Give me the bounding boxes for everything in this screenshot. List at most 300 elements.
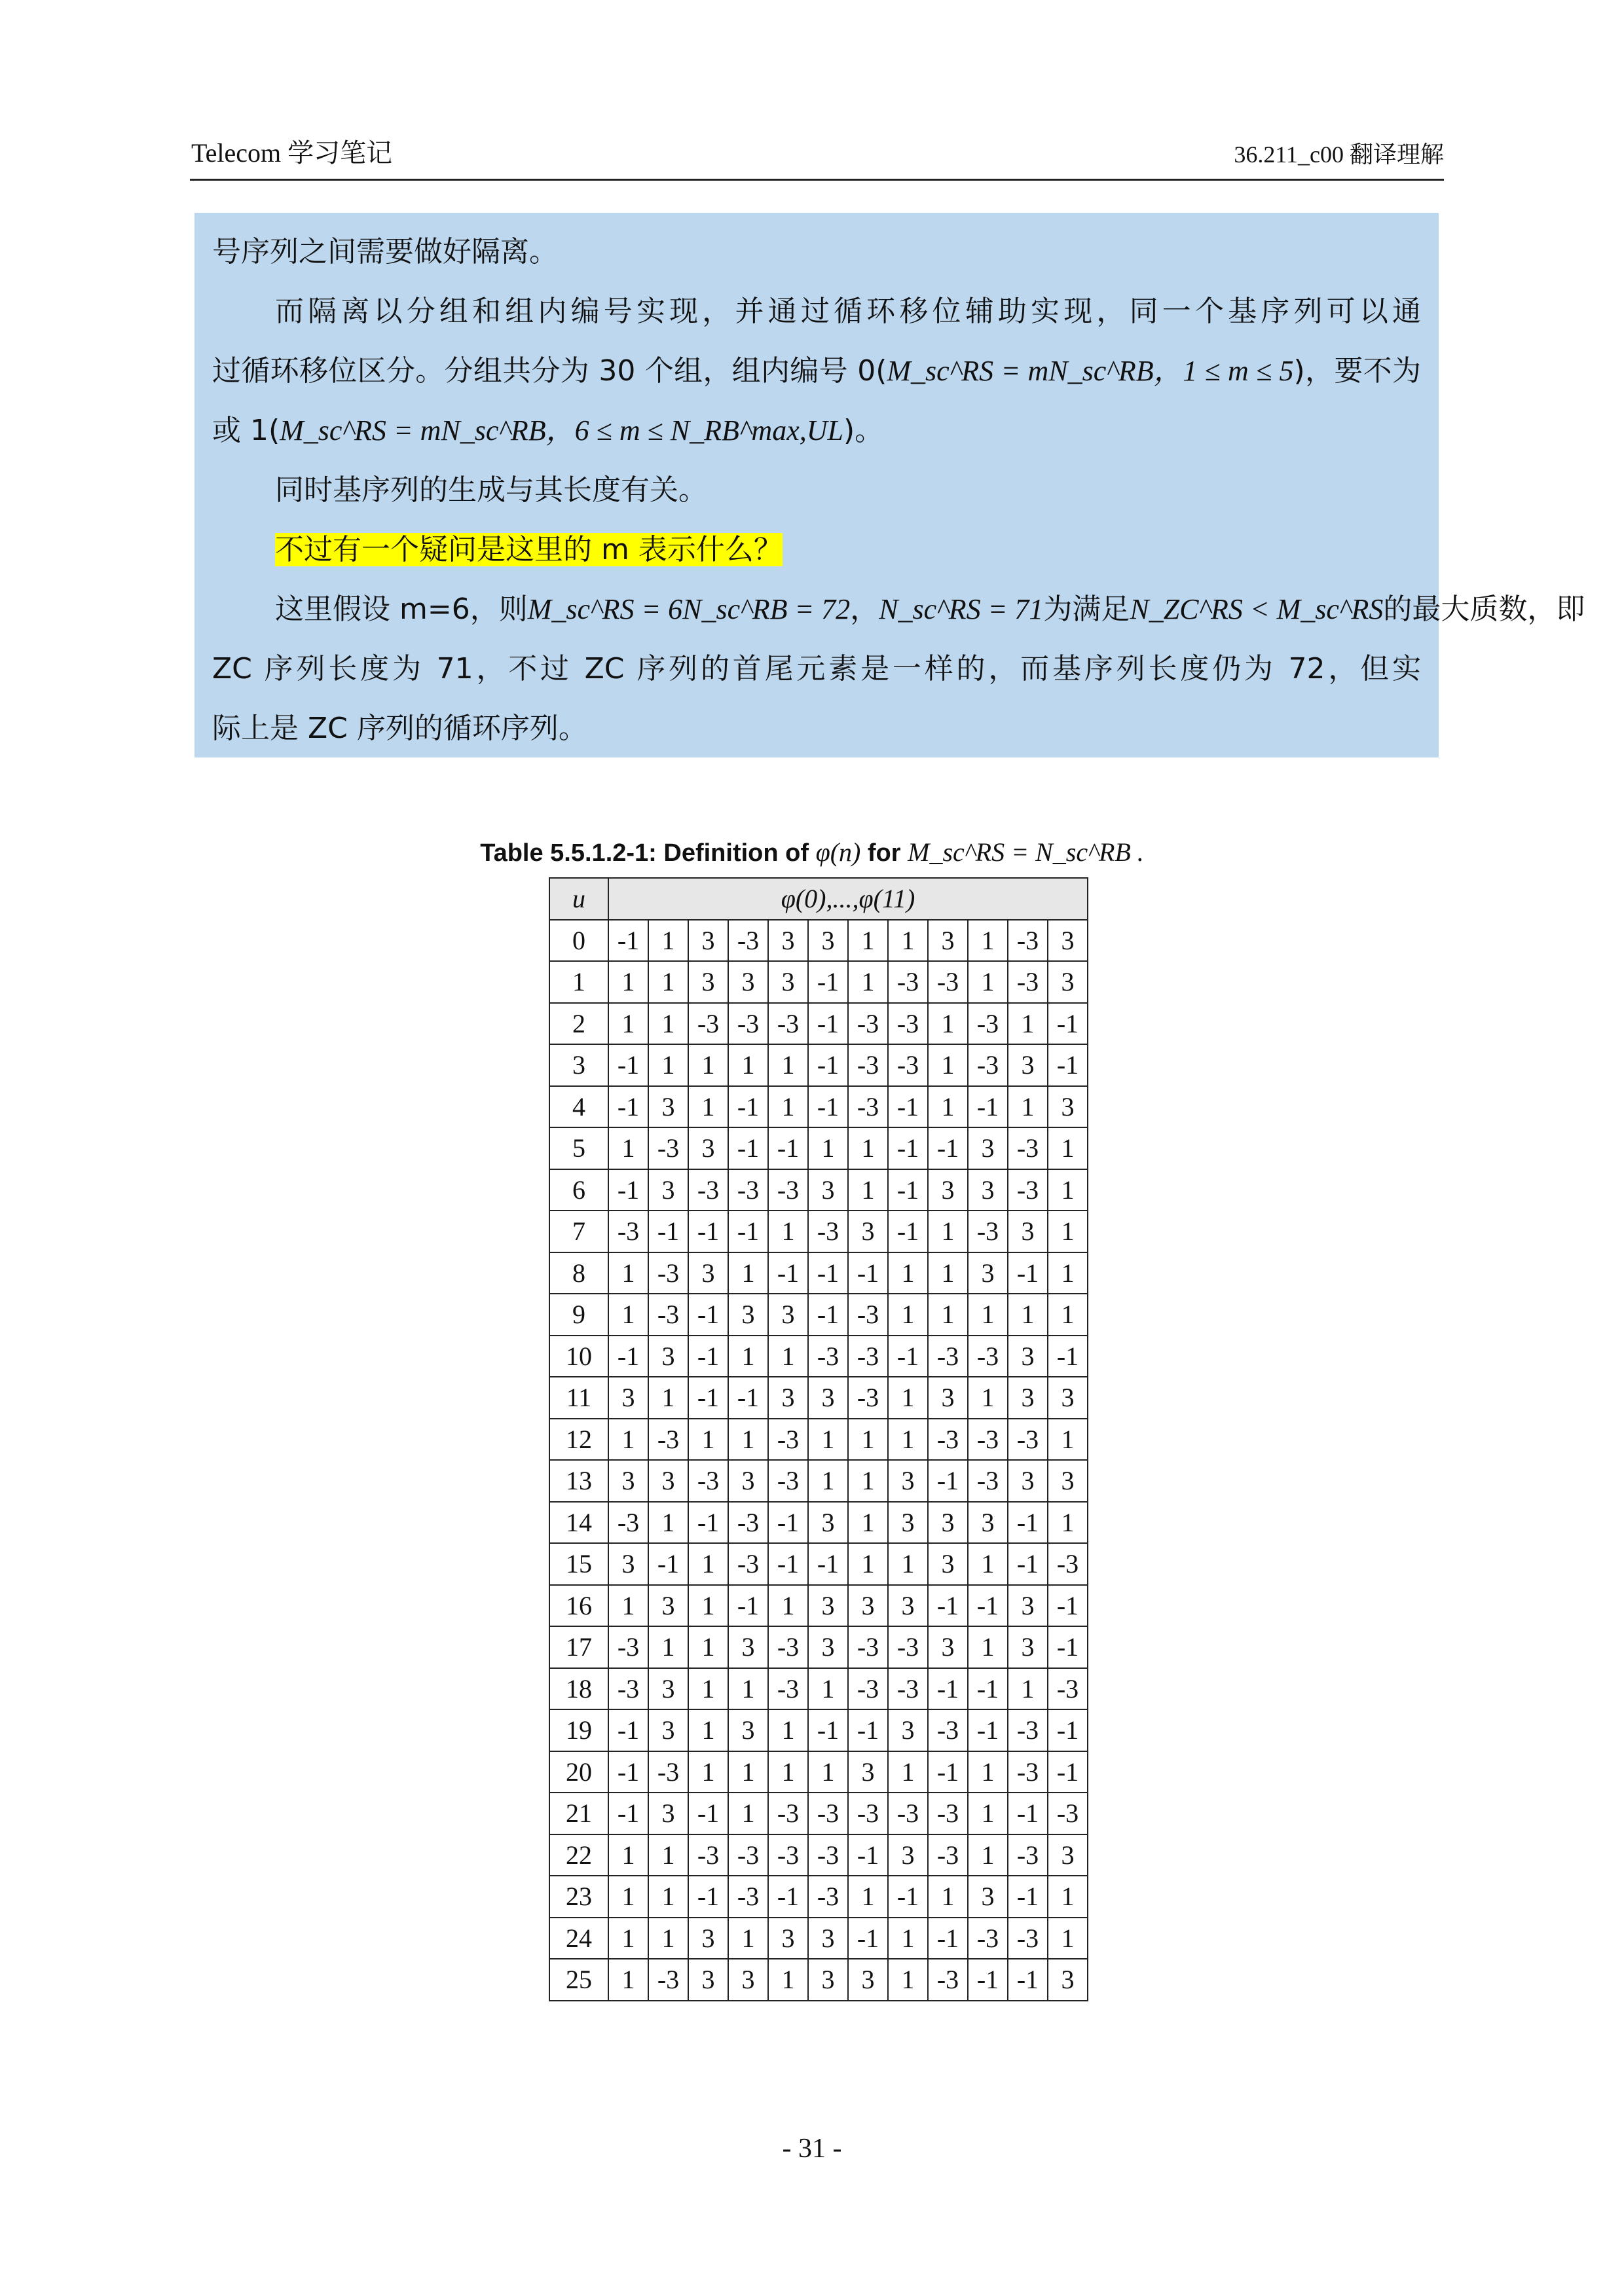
phi-value-cell: 1 xyxy=(848,920,888,962)
phi-value-cell: 1 xyxy=(888,1419,928,1461)
phi-value-cell: 1 xyxy=(648,961,688,1003)
phi-value-cell: 3 xyxy=(1048,961,1088,1003)
phi-value-cell: -1 xyxy=(808,1252,848,1294)
phi-value-cell: -3 xyxy=(688,1834,728,1876)
phi-value-cell: 3 xyxy=(968,1876,1008,1918)
header-right-title: 36.211_c00 翻译理解 xyxy=(1234,141,1444,168)
phi-value-cell: 3 xyxy=(768,1918,808,1959)
phi-value-cell: 3 xyxy=(968,1252,1008,1294)
phi-value-cell: 3 xyxy=(848,1751,888,1793)
highlighted-question: 不过有一个疑问是这里的 m 表示什么？ xyxy=(275,533,783,566)
phi-value-cell: -3 xyxy=(688,1169,728,1211)
phi-value-cell: 3 xyxy=(728,961,768,1003)
phi-value-cell: 1 xyxy=(688,1044,728,1086)
phi-value-cell: -1 xyxy=(688,1876,728,1918)
phi-value-cell: 1 xyxy=(848,1460,888,1502)
phi-value-cell: -1 xyxy=(848,1918,888,1959)
phi-value-cell: 3 xyxy=(648,1460,688,1502)
phi-value-cell: 1 xyxy=(648,1502,688,1544)
phi-value-cell: -3 xyxy=(648,1751,688,1793)
phi-value-cell: -3 xyxy=(808,1336,848,1377)
phi-value-cell: 1 xyxy=(608,1252,648,1294)
phi-value-cell: 3 xyxy=(808,1377,848,1419)
phi-value-cell: -1 xyxy=(968,1585,1008,1627)
phi-value-cell: 3 xyxy=(888,1585,928,1627)
phi-value-cell: 1 xyxy=(1048,1294,1088,1336)
table-row xyxy=(549,1252,1088,1294)
phi-value-cell: -3 xyxy=(1048,1543,1088,1585)
phi-value-cell: 1 xyxy=(768,1585,808,1627)
phi-value-cell: -3 xyxy=(968,1044,1008,1086)
phi-value-cell: -3 xyxy=(648,1294,688,1336)
table-row xyxy=(549,1169,1088,1211)
phi-value-cell: -3 xyxy=(848,1377,888,1419)
formula-nsc-71: N_sc^RS = 71 xyxy=(879,593,1044,625)
phi-value-cell: -1 xyxy=(608,1169,648,1211)
phi-value-cell: 1 xyxy=(968,1543,1008,1585)
row-index-cell: 9 xyxy=(549,1294,608,1336)
phi-value-cell: -3 xyxy=(888,1668,928,1710)
phi-value-cell: -1 xyxy=(928,1585,968,1627)
row-index-cell: 13 xyxy=(549,1460,608,1502)
phi-value-cell: -3 xyxy=(968,1211,1008,1252)
phi-value-cell: -3 xyxy=(728,1543,768,1585)
phi-value-cell: -3 xyxy=(968,1336,1008,1377)
phi-value-cell: 1 xyxy=(1048,1211,1088,1252)
note-line-5: 同时基序列的生成与其长度有关。 xyxy=(275,473,707,507)
header-u: u xyxy=(549,878,608,920)
phi-value-cell: -1 xyxy=(688,1377,728,1419)
phi-value-cell: -3 xyxy=(848,1044,888,1086)
row-index-cell: 11 xyxy=(549,1377,608,1419)
phi-value-cell: 3 xyxy=(608,1460,648,1502)
phi-value-cell: -1 xyxy=(688,1211,728,1252)
phi-value-cell: 3 xyxy=(1008,1044,1048,1086)
phi-value-cell: 1 xyxy=(968,961,1008,1003)
phi-value-cell: 1 xyxy=(608,1876,648,1918)
phi-value-cell: 3 xyxy=(1008,1585,1048,1627)
phi-value-cell: -3 xyxy=(768,1793,808,1834)
phi-value-cell: -1 xyxy=(928,1751,968,1793)
phi-value-cell: 1 xyxy=(608,1419,648,1461)
phi-value-cell: -3 xyxy=(648,1127,688,1169)
phi-value-cell: -1 xyxy=(1008,1793,1048,1834)
phi-value-cell: -1 xyxy=(968,1709,1008,1751)
phi-value-cell: 1 xyxy=(968,1793,1008,1834)
phi-value-cell: 1 xyxy=(968,1834,1008,1876)
phi-value-cell: -3 xyxy=(768,1419,808,1461)
phi-value-cell: -1 xyxy=(608,1709,648,1751)
phi-value-cell: -1 xyxy=(608,1086,648,1128)
phi-value-cell: 3 xyxy=(688,1959,728,2001)
row-index-cell: 3 xyxy=(549,1044,608,1086)
phi-value-cell: -3 xyxy=(928,1419,968,1461)
note-question-line xyxy=(212,520,1421,579)
table-row xyxy=(549,1336,1088,1377)
table-row xyxy=(549,1751,1088,1793)
phi-value-cell: 1 xyxy=(608,1294,648,1336)
phi-value-cell: 3 xyxy=(688,1918,728,1959)
phi-value-cell: -3 xyxy=(888,961,928,1003)
phi-value-cell: 3 xyxy=(648,1793,688,1834)
phi-value-cell: 3 xyxy=(688,1127,728,1169)
note-line-7-text-d: 的最大质数，即 xyxy=(1383,592,1585,626)
phi-value-cell: 3 xyxy=(848,1585,888,1627)
phi-value-cell: -3 xyxy=(1008,1419,1048,1461)
phi-value-cell: -1 xyxy=(808,1294,848,1336)
table-row xyxy=(549,1834,1088,1876)
phi-value-cell: -1 xyxy=(928,1127,968,1169)
phi-value-cell: -1 xyxy=(968,1668,1008,1710)
phi-value-cell: 3 xyxy=(808,1502,848,1544)
row-index-cell: 18 xyxy=(549,1668,608,1710)
phi-value-cell: 3 xyxy=(808,1626,848,1668)
row-index-cell: 2 xyxy=(549,1003,608,1045)
phi-value-cell: 3 xyxy=(888,1834,928,1876)
phi-value-cell: -1 xyxy=(728,1585,768,1627)
note-line-3-text-b: )，要不为 xyxy=(1293,354,1421,388)
table-row xyxy=(549,1543,1088,1585)
phi-value-cell: 1 xyxy=(848,1169,888,1211)
phi-value-cell: 1 xyxy=(728,1336,768,1377)
phi-value-cell: 1 xyxy=(608,1585,648,1627)
note-line-4 xyxy=(212,401,1421,460)
phi-value-cell: -1 xyxy=(1008,1252,1048,1294)
phi-value-cell: -1 xyxy=(728,1127,768,1169)
phi-value-cell: -1 xyxy=(848,1834,888,1876)
phi-value-cell: -3 xyxy=(848,1294,888,1336)
table-row xyxy=(549,920,1088,962)
phi-value-cell: -3 xyxy=(928,1793,968,1834)
row-index-cell: 1 xyxy=(549,961,608,1003)
phi-value-cell: 1 xyxy=(648,1918,688,1959)
phi-value-cell: -3 xyxy=(928,1834,968,1876)
phi-value-cell: 3 xyxy=(928,1169,968,1211)
note-line-7 xyxy=(212,579,1585,639)
phi-value-cell: -1 xyxy=(768,1543,808,1585)
phi-value-cell: 1 xyxy=(728,1793,768,1834)
table-row xyxy=(549,1793,1088,1834)
phi-value-cell: 3 xyxy=(1048,1460,1088,1502)
phi-value-cell: -1 xyxy=(1008,1543,1048,1585)
note-block xyxy=(194,213,1585,757)
phi-value-cell: 1 xyxy=(848,1876,888,1918)
row-index-cell: 14 xyxy=(549,1502,608,1544)
row-index-cell: 16 xyxy=(549,1585,608,1627)
phi-value-cell: 1 xyxy=(968,1626,1008,1668)
phi-value-cell: -1 xyxy=(808,1709,848,1751)
phi-value-cell: 1 xyxy=(968,1377,1008,1419)
phi-value-cell: -3 xyxy=(768,1003,808,1045)
phi-value-cell: -3 xyxy=(608,1668,648,1710)
phi-value-cell: 3 xyxy=(608,1543,648,1585)
phi-value-cell: -3 xyxy=(648,1959,688,2001)
phi-value-cell: -3 xyxy=(1048,1793,1088,1834)
phi-value-cell: 3 xyxy=(1048,1377,1088,1419)
phi-value-cell: -1 xyxy=(1048,1336,1088,1377)
phi-value-cell: -1 xyxy=(808,961,848,1003)
phi-value-cell: 3 xyxy=(648,1668,688,1710)
phi-value-cell: -1 xyxy=(608,920,648,962)
phi-value-cell: -3 xyxy=(768,1460,808,1502)
phi-value-cell: -3 xyxy=(728,1169,768,1211)
phi-value-cell: 1 xyxy=(808,1127,848,1169)
phi-value-cell: 3 xyxy=(888,1460,928,1502)
formula-m-range-1-5: M_sc^RS = mN_sc^RB，1 ≤ m ≤ 5 xyxy=(887,355,1294,387)
row-index-cell: 23 xyxy=(549,1876,608,1918)
phi-value-cell: -1 xyxy=(808,1543,848,1585)
phi-value-cell: 3 xyxy=(1008,1460,1048,1502)
note-line-4-text-b: )。 xyxy=(843,414,884,447)
phi-value-cell: -3 xyxy=(848,1086,888,1128)
phi-value-cell: -1 xyxy=(888,1086,928,1128)
phi-value-cell: 3 xyxy=(608,1377,648,1419)
phi-value-cell: 3 xyxy=(888,1709,928,1751)
phi-value-cell: 1 xyxy=(928,1876,968,1918)
phi-value-cell: 1 xyxy=(888,1918,928,1959)
table-row xyxy=(549,1044,1088,1086)
phi-value-cell: -3 xyxy=(648,1419,688,1461)
phi-value-cell: 1 xyxy=(688,1419,728,1461)
row-index-cell: 21 xyxy=(549,1793,608,1834)
phi-value-cell: 1 xyxy=(848,1502,888,1544)
phi-value-cell: 1 xyxy=(808,1419,848,1461)
caption-for: for xyxy=(867,839,901,867)
phi-value-cell: -1 xyxy=(768,1876,808,1918)
note-line-7-text-b: ， xyxy=(850,592,879,626)
phi-value-cell: 3 xyxy=(728,1626,768,1668)
phi-value-cell: -1 xyxy=(648,1211,688,1252)
phi-value-cell: -3 xyxy=(1008,1918,1048,1959)
phi-value-cell: -3 xyxy=(968,1918,1008,1959)
phi-value-cell: 3 xyxy=(728,1959,768,2001)
phi-value-cell: -3 xyxy=(768,1834,808,1876)
table-row xyxy=(549,1709,1088,1751)
formula-m-range-6-max: M_sc^RS = mN_sc^RB，6 ≤ m ≤ N_RB^max,UL xyxy=(280,414,843,446)
phi-value-cell: -3 xyxy=(848,1626,888,1668)
phi-value-cell: 3 xyxy=(688,1252,728,1294)
phi-value-cell: 3 xyxy=(928,1626,968,1668)
phi-value-cell: -3 xyxy=(888,1793,928,1834)
phi-value-cell: 3 xyxy=(648,1709,688,1751)
phi-value-cell: 1 xyxy=(608,1959,648,2001)
phi-value-cell: 1 xyxy=(648,1876,688,1918)
phi-value-cell: 1 xyxy=(608,1918,648,1959)
phi-value-cell: -1 xyxy=(808,1044,848,1086)
phi-value-cell: -1 xyxy=(1048,1003,1088,1045)
phi-value-cell: -3 xyxy=(848,1668,888,1710)
row-index-cell: 4 xyxy=(549,1086,608,1128)
phi-value-cell: -3 xyxy=(1008,920,1048,962)
row-index-cell: 10 xyxy=(549,1336,608,1377)
header-left-title: Telecom 学习笔记 xyxy=(191,138,393,168)
phi-value-cell: -1 xyxy=(728,1377,768,1419)
phi-value-cell: -3 xyxy=(688,1460,728,1502)
phi-value-cell: 1 xyxy=(688,1709,728,1751)
phi-value-cell: 3 xyxy=(768,1294,808,1336)
table-row xyxy=(549,1626,1088,1668)
phi-value-cell: 3 xyxy=(848,1959,888,2001)
phi-value-cell: -3 xyxy=(608,1502,648,1544)
phi-value-cell: -3 xyxy=(968,1419,1008,1461)
phi-value-cell: 1 xyxy=(768,1959,808,2001)
phi-value-cell: -3 xyxy=(848,1336,888,1377)
table-row xyxy=(549,1419,1088,1461)
phi-value-cell: -1 xyxy=(888,1876,928,1918)
phi-value-cell: -3 xyxy=(848,1003,888,1045)
table-row xyxy=(549,1460,1088,1502)
table-header-row xyxy=(549,878,1088,920)
phi-value-cell: -3 xyxy=(928,1709,968,1751)
phi-value-cell: -1 xyxy=(968,1959,1008,2001)
phi-value-cell: -1 xyxy=(608,1044,648,1086)
row-index-cell: 20 xyxy=(549,1751,608,1793)
phi-value-cell: -3 xyxy=(808,1211,848,1252)
phi-value-cell: 3 xyxy=(808,1959,848,2001)
phi-value-cell: 1 xyxy=(888,1252,928,1294)
phi-value-cell: 1 xyxy=(888,1543,928,1585)
phi-value-cell: -1 xyxy=(808,1003,848,1045)
phi-value-cell: 1 xyxy=(1008,1294,1048,1336)
page-number: - 31 - xyxy=(782,2134,842,2164)
phi-value-cell: 1 xyxy=(728,1044,768,1086)
phi-value-cell: -3 xyxy=(1048,1668,1088,1710)
row-index-cell: 25 xyxy=(549,1959,608,2001)
phi-value-cell: -3 xyxy=(688,1003,728,1045)
row-index-cell: 24 xyxy=(549,1918,608,1959)
table-row xyxy=(549,1959,1088,2001)
phi-value-cell: 3 xyxy=(728,1294,768,1336)
row-index-cell: 17 xyxy=(549,1626,608,1668)
row-index-cell: 12 xyxy=(549,1419,608,1461)
phi-value-cell: -1 xyxy=(1048,1585,1088,1627)
phi-value-cell: 3 xyxy=(1008,1377,1048,1419)
caption-label: Table 5.5.1.2-1: Definition of xyxy=(480,839,809,867)
table-row xyxy=(549,1127,1088,1169)
phi-value-cell: 1 xyxy=(608,1127,648,1169)
formula-msc-72: M_sc^RS = 6N_sc^RB = 72 xyxy=(527,593,851,625)
phi-value-cell: -1 xyxy=(688,1793,728,1834)
phi-value-cell: -1 xyxy=(888,1211,928,1252)
phi-value-cell: -1 xyxy=(928,1460,968,1502)
phi-value-cell: 1 xyxy=(608,1003,648,1045)
phi-value-cell: 1 xyxy=(768,1044,808,1086)
table-row xyxy=(549,1668,1088,1710)
phi-value-cell: -1 xyxy=(688,1502,728,1544)
phi-value-cell: -1 xyxy=(1008,1959,1048,2001)
phi-value-cell: 1 xyxy=(728,1668,768,1710)
phi-value-cell: 3 xyxy=(808,1169,848,1211)
phi-value-cell: 1 xyxy=(1008,1003,1048,1045)
phi-value-cell: 1 xyxy=(648,1834,688,1876)
phi-value-cell: -3 xyxy=(1008,1169,1048,1211)
phi-value-cell: 1 xyxy=(1048,1502,1088,1544)
phi-value-cell: -1 xyxy=(768,1252,808,1294)
phi-value-cell: -3 xyxy=(888,1044,928,1086)
phi-value-cell: -1 xyxy=(968,1086,1008,1128)
phi-value-cell: -1 xyxy=(1048,1751,1088,1793)
phi-value-cell: 1 xyxy=(1048,1127,1088,1169)
table-row xyxy=(549,1377,1088,1419)
row-index-cell: 5 xyxy=(549,1127,608,1169)
page-header xyxy=(190,134,1444,181)
row-index-cell: 22 xyxy=(549,1834,608,1876)
phi-value-cell: -3 xyxy=(728,1876,768,1918)
phi-value-cell: 1 xyxy=(1048,1252,1088,1294)
note-line-3-text-a: 过循环移位区分。分组共分为 30 个组，组内编号 0( xyxy=(212,354,887,388)
phi-value-cell: 1 xyxy=(608,961,648,1003)
phi-value-cell: -1 xyxy=(608,1336,648,1377)
phi-value-cell: 3 xyxy=(1008,1336,1048,1377)
note-line-2: 而隔离以分组和组内编号实现，并通过循环移位辅助实现，同一个基序列可以通 xyxy=(275,295,1421,328)
phi-value-cell: -1 xyxy=(1008,1502,1048,1544)
phi-value-cell: 3 xyxy=(1048,920,1088,962)
phi-value-cell: 1 xyxy=(728,1252,768,1294)
phi-value-cell: 1 xyxy=(768,1751,808,1793)
phi-value-cell: -1 xyxy=(648,1543,688,1585)
phi-value-cell: 1 xyxy=(648,1044,688,1086)
phi-value-cell: -3 xyxy=(1008,961,1048,1003)
phi-value-cell: -3 xyxy=(728,1502,768,1544)
phi-value-cell: 3 xyxy=(768,961,808,1003)
phi-value-cell: -1 xyxy=(888,1127,928,1169)
phi-value-cell: -1 xyxy=(1048,1709,1088,1751)
table-row xyxy=(549,1502,1088,1544)
table-row xyxy=(549,1585,1088,1627)
phi-value-cell: 1 xyxy=(808,1460,848,1502)
phi-value-cell: 3 xyxy=(928,920,968,962)
phi-value-cell: 1 xyxy=(928,1044,968,1086)
phi-value-cell: -1 xyxy=(728,1211,768,1252)
phi-value-cell: 1 xyxy=(648,1626,688,1668)
phi-value-cell: -3 xyxy=(808,1876,848,1918)
table-caption xyxy=(0,837,1624,867)
phi-value-cell: 1 xyxy=(768,1211,808,1252)
phi-value-cell: -1 xyxy=(688,1336,728,1377)
row-index-cell: 15 xyxy=(549,1543,608,1585)
phi-value-cell: -3 xyxy=(968,1460,1008,1502)
note-line-9: 际上是 ZC 序列的循环序列。 xyxy=(212,712,587,745)
phi-value-cell: 1 xyxy=(768,1086,808,1128)
phi-value-cell: 3 xyxy=(968,1127,1008,1169)
phi-value-cell: 1 xyxy=(888,920,928,962)
phi-value-cell: 1 xyxy=(648,920,688,962)
phi-value-cell: 1 xyxy=(648,1003,688,1045)
phi-value-cell: -3 xyxy=(928,961,968,1003)
phi-value-cell: 3 xyxy=(1048,1959,1088,2001)
phi-value-cell: -1 xyxy=(608,1751,648,1793)
phi-value-cell: 3 xyxy=(648,1336,688,1377)
phi-value-cell: 1 xyxy=(688,1626,728,1668)
phi-value-cell: -3 xyxy=(728,1834,768,1876)
phi-value-cell: -3 xyxy=(728,1003,768,1045)
phi-value-cell: 1 xyxy=(768,1709,808,1751)
phi-value-cell: -1 xyxy=(888,1169,928,1211)
note-line-8: ZC 序列长度为 71，不过 ZC 序列的首尾元素是一样的，而基序列长度仍为 72，但实 xyxy=(212,652,1421,685)
phi-value-cell: 1 xyxy=(1048,1419,1088,1461)
note-line-7-text-c: 为满足 xyxy=(1043,592,1130,626)
phi-value-cell: 1 xyxy=(928,1211,968,1252)
phi-value-cell: 1 xyxy=(688,1543,728,1585)
phi-value-cell: 1 xyxy=(848,961,888,1003)
phi-value-cell: -3 xyxy=(608,1626,648,1668)
phi-value-cell: 3 xyxy=(848,1211,888,1252)
phi-value-cell: 1 xyxy=(688,1668,728,1710)
phi-value-cell: 3 xyxy=(1008,1626,1048,1668)
table-row xyxy=(549,1211,1088,1252)
phi-value-cell: 1 xyxy=(848,1543,888,1585)
phi-value-cell: 1 xyxy=(688,1086,728,1128)
